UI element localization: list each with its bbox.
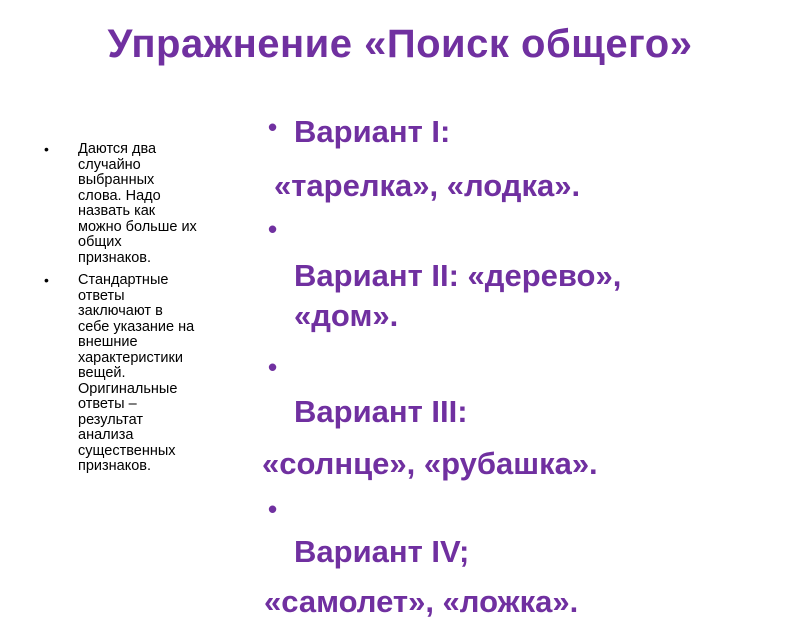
line: признаков. (78, 458, 152, 474)
line: ответы – (78, 396, 137, 412)
line: можно больше их (78, 218, 197, 235)
bullet-icon: • (268, 494, 278, 524)
line: случайно (78, 156, 141, 173)
description-list (44, 142, 244, 482)
bullet-icon: • (44, 272, 49, 288)
bullet-icon: • (268, 352, 278, 382)
variant-3-label: Вариант III: (294, 394, 468, 429)
variant-1-label: Вариант I: (294, 114, 451, 149)
bullet-icon: • (268, 112, 278, 142)
line: Оригинальные (78, 380, 178, 397)
line: характеристики (78, 349, 183, 366)
line: назвать как (78, 203, 156, 219)
line: выбранных (78, 172, 155, 188)
variant-1-words: «тарелка», «лодка». (274, 168, 581, 203)
variants-column (260, 0, 800, 619)
variant-3-words: «солнце», «рубашка». (262, 446, 598, 481)
description-item-1 (44, 142, 244, 266)
slide-title: Упражнение «Поиск общего» (107, 22, 693, 66)
line: слова. Надо (78, 187, 161, 204)
line: внешние (78, 334, 138, 350)
bullet-icon: • (268, 214, 278, 244)
line: Даются два (78, 141, 157, 157)
line: Стандартные (78, 272, 169, 288)
line: результат (78, 411, 143, 428)
variant-2-line-2: «дом». (294, 298, 399, 333)
bullet-icon: • (44, 141, 49, 157)
line: анализа (78, 427, 134, 443)
line: признаков. (78, 249, 152, 266)
variant-2-line-1: Вариант II: «дерево», (294, 258, 622, 293)
line: ответы (78, 287, 125, 304)
line: себе указание на (78, 318, 195, 335)
description-item-2 (44, 273, 244, 475)
line: вещей. (78, 365, 126, 381)
line: общих (78, 234, 122, 250)
line: заключают в (78, 303, 163, 319)
variant-4-label: Вариант IV; (294, 534, 470, 569)
variant-4-words: «самолет», «ложка». (264, 584, 579, 619)
line: существенных (78, 442, 176, 459)
